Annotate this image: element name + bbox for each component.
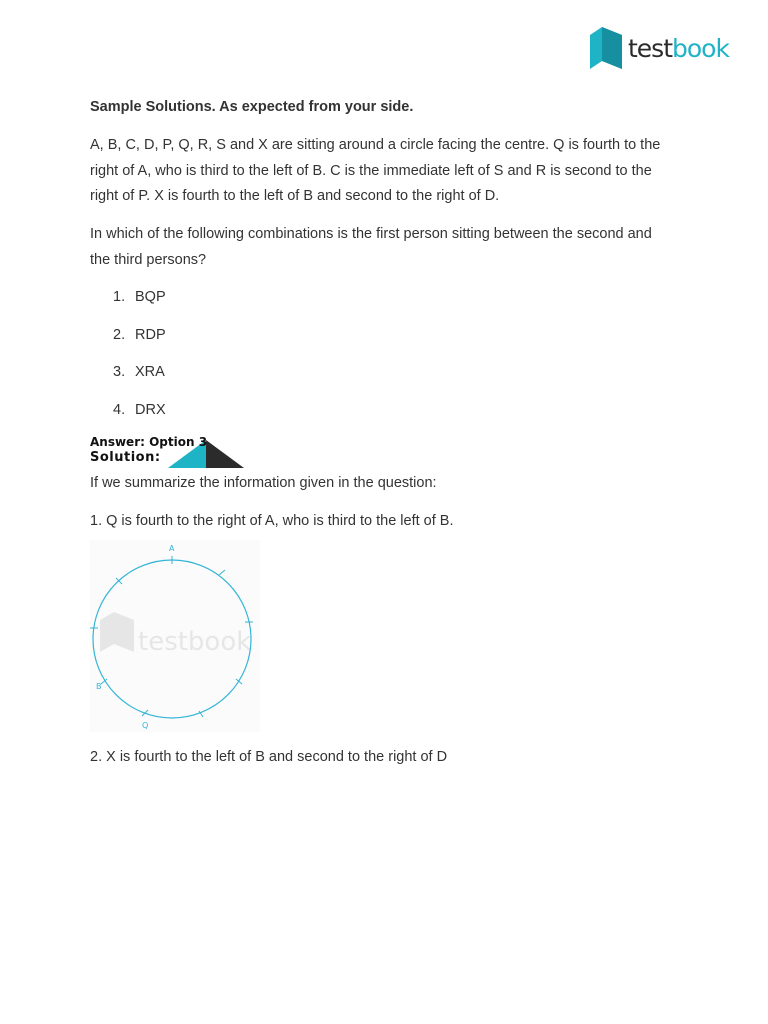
seating-circle-diagram	[90, 540, 260, 732]
option-number: 3.	[113, 364, 126, 380]
option-2	[113, 326, 166, 344]
answer-label: Answer: Option 3	[90, 435, 208, 449]
option-text: XRA	[135, 364, 165, 380]
option-number: 2.	[113, 327, 126, 343]
step-2-text: 2. X is fourth to the left of B and second to the right of D	[90, 749, 448, 765]
summary-line: If we summarize the information given in the question:	[90, 475, 437, 491]
intro-heading: Sample Solutions. As expected from your side.	[90, 99, 414, 115]
seat-label-a: A	[169, 544, 175, 553]
step-1-text: 1. Q is fourth to the right of A, who is third to the left of B.	[90, 513, 454, 529]
logo-text-test: test	[628, 33, 673, 63]
testbook-logo-icon	[588, 27, 624, 69]
watermark-text: testbook	[138, 627, 252, 657]
option-text: RDP	[135, 327, 166, 343]
option-number: 1.	[113, 289, 126, 305]
option-text: DRX	[135, 402, 166, 418]
question-prompt: In which of the following combinations is the first person sitting between the second and the third persons?	[90, 226, 652, 268]
option-1	[113, 288, 166, 306]
option-number: 4.	[113, 402, 126, 418]
option-3	[113, 363, 165, 381]
seat-label-b: B	[96, 682, 102, 691]
logo-text-book: book	[672, 33, 729, 63]
solution-label: Solution:	[90, 450, 161, 465]
option-4	[113, 401, 166, 419]
question-paragraph: A, B, C, D, P, Q, R, S and X are sitting around a circle facing the centre. Q is fourth to the right of A, who is third to the left of B. C is the immediate left of S and R is second to the right of P. X is fourth to the left of B and second to the right of D.	[90, 137, 661, 204]
testbook-logo	[588, 27, 729, 69]
option-text: BQP	[135, 289, 166, 305]
seat-label-q: Q	[142, 721, 149, 730]
logo-wordmark	[628, 33, 729, 63]
